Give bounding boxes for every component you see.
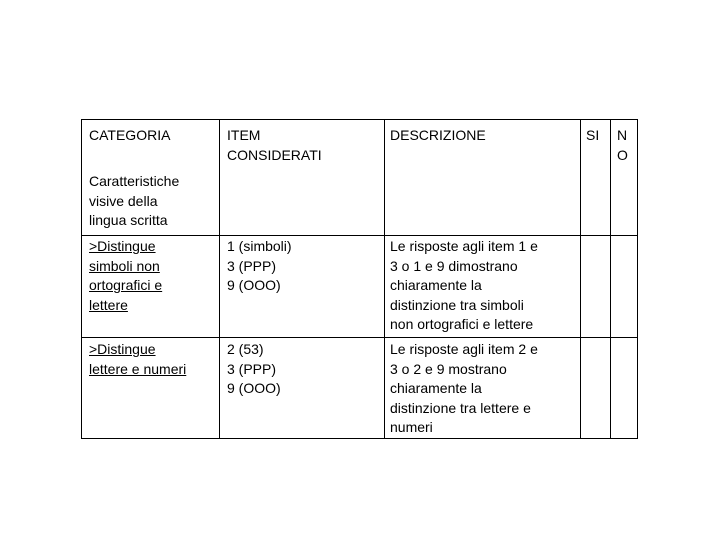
row2-item: 9 (OOO) — [227, 380, 281, 396]
row1-description-line: non ortografici e lettere — [390, 316, 534, 332]
row1-description-line: Le risposte agli item 1 e — [390, 238, 538, 254]
row2-category-line: >Distingue — [89, 341, 156, 357]
row2-item: 3 (PPP) — [227, 360, 277, 377]
row2-description-line: 3 o 2 e 9 mostrano — [390, 360, 507, 377]
row1-category-line: >Distingue — [89, 238, 156, 254]
row1-category-line: simboli non — [89, 257, 160, 274]
row2-description-line: Le risposte agli item 2 e — [390, 341, 538, 357]
header-item-line1: ITEM — [227, 127, 261, 143]
section-caratteristiche-visive — [89, 172, 179, 231]
column-divider — [384, 120, 385, 438]
column-divider — [610, 120, 611, 438]
row2-description-line: numeri — [390, 419, 433, 435]
header-item-considerati — [227, 126, 322, 165]
row2-item: 2 (53) — [227, 341, 264, 357]
row1-item: 3 (PPP) — [227, 257, 277, 274]
row2-items — [227, 340, 281, 399]
evaluation-table — [81, 119, 638, 439]
row-divider — [82, 235, 637, 236]
section-line1: Caratteristiche — [89, 173, 180, 189]
row2-description-line: distinzione tra lettere e — [390, 399, 531, 416]
row1-items — [227, 237, 292, 296]
header-si: SI — [586, 127, 600, 143]
row2-category — [89, 340, 186, 379]
column-divider — [580, 120, 581, 438]
row1-description-line: distinzione tra simboli — [390, 296, 524, 313]
row2-category-line: lettere e numeri — [89, 360, 187, 377]
row1-category-line: ortografici e — [89, 277, 163, 293]
row1-category-line: lettere — [89, 296, 128, 313]
section-line3: lingua scritta — [89, 212, 168, 228]
header-item-line2: CONSIDERATI — [227, 146, 322, 163]
row-divider — [82, 337, 637, 338]
row1-description-line: 3 o 1 e 9 dimostrano — [390, 257, 518, 274]
row1-item: 1 (simboli) — [227, 238, 292, 254]
section-line2: visive della — [89, 192, 158, 209]
header-no-line2: O — [617, 146, 628, 163]
row2-description-line: chiaramente la — [390, 380, 482, 396]
column-divider — [219, 120, 220, 438]
header-categoria: CATEGORIA — [89, 127, 171, 143]
row1-description — [390, 237, 538, 335]
header-no — [617, 126, 628, 165]
header-no-line1: N — [617, 127, 628, 143]
row1-item: 9 (OOO) — [227, 277, 281, 293]
header-descrizione: DESCRIZIONE — [390, 127, 486, 143]
row1-description-line: chiaramente la — [390, 277, 482, 293]
row1-category — [89, 237, 162, 315]
row2-description — [390, 340, 538, 438]
